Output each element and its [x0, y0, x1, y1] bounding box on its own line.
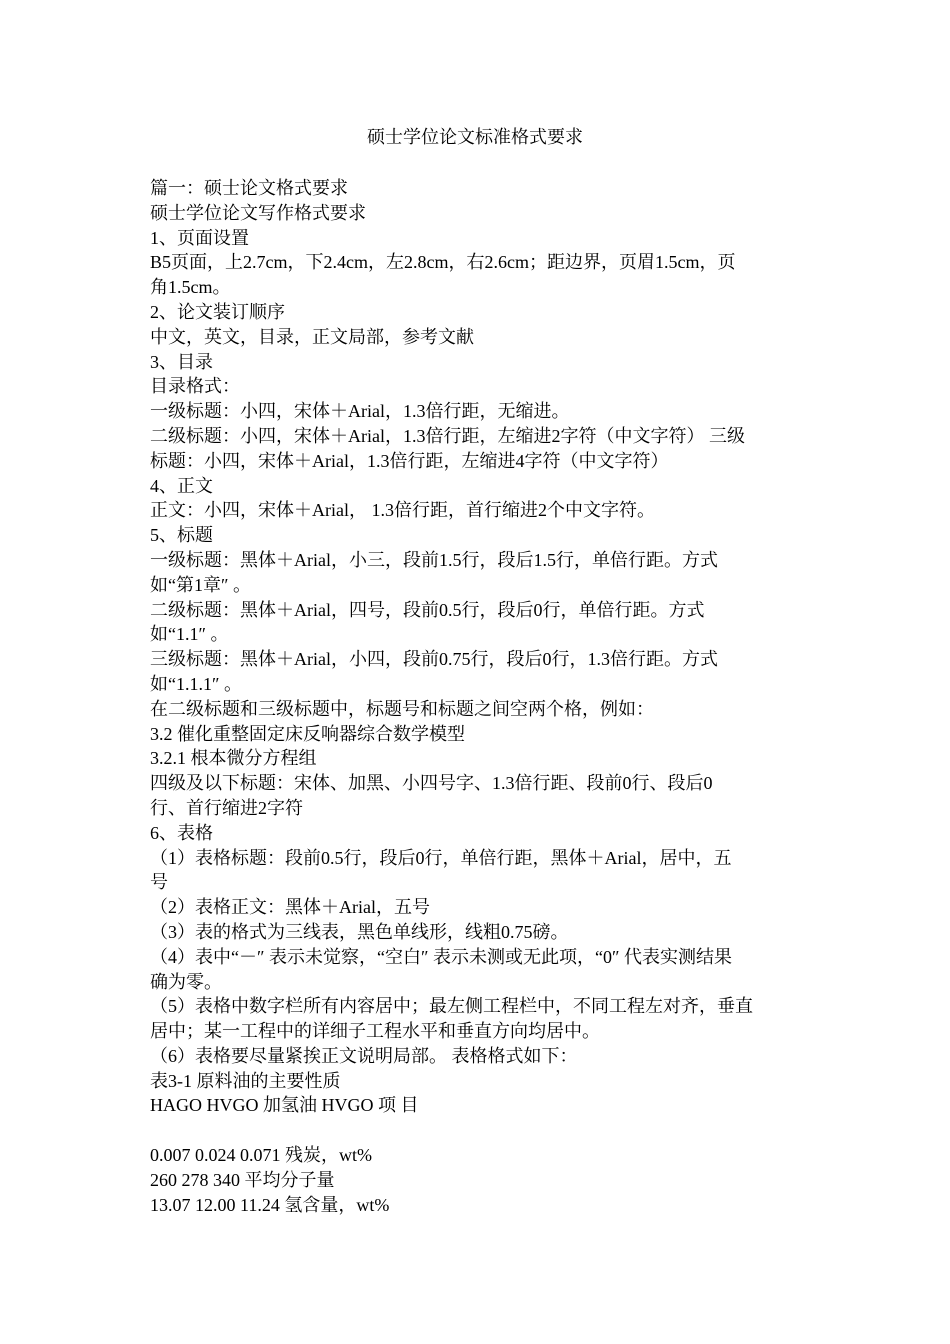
- document-title: 硕士学位论文标准格式要求: [367, 127, 583, 147]
- section-heading: 2、论文装订顺序: [150, 301, 285, 322]
- paragraph-line: 标题：小四，宋体＋Arial，1.3倍行距，左缩进4字符（中文字符）: [150, 450, 669, 471]
- table-caption: 表3-1 原料油的主要性质: [150, 1070, 341, 1091]
- paragraph-line: 一级标题：黑体＋Arial，小三，段前1.5行，段后1.5行，单倍行距。方式: [150, 549, 718, 570]
- paragraph-line: 三级标题：黑体＋Arial，小四，段前0.75行，段后0行，1.3倍行距。方式: [150, 649, 718, 670]
- section-heading: 6、表格: [150, 822, 213, 843]
- paragraph-line: 四级及以下标题：宋体、加黑、小四号字、1.3倍行距、段前0行、段后0: [150, 773, 713, 794]
- section-heading: 1、页面设置: [150, 227, 249, 248]
- paragraph-line: 目录格式：: [150, 376, 240, 397]
- paragraph-line: （2）表格正文：黑体＋Arial，五号: [150, 897, 430, 918]
- blank-line: [150, 1118, 802, 1143]
- paragraph-line: 中文，英文，目录，正文局部，参考文献: [150, 326, 474, 347]
- paragraph-line: 一级标题：小四，宋体＋Arial，1.3倍行距，无缩进。: [150, 401, 570, 422]
- paragraph-line: （6）表格要尽量紧挨正文说明局部。 表格格式如下：: [150, 1045, 578, 1066]
- paragraph-line: 居中；某一工程中的详细子工程水平和垂直方向均居中。: [150, 1021, 600, 1042]
- paragraph-line: 二级标题：小四，宋体＋Arial，1.3倍行距，左缩进2字符（中文字符） 三级: [150, 425, 745, 446]
- section-heading: 3、目录: [150, 351, 213, 372]
- paragraph-line: （1）表格标题：段前0.5行，段后0行，单倍行距，黑体＋Arial，居中，五: [150, 847, 732, 868]
- paragraph-line: 行、首行缩进2字符: [150, 797, 303, 818]
- paragraph-line: 号: [150, 872, 168, 893]
- paragraph-line: 如“第1章″ 。: [150, 574, 251, 595]
- paragraph-line: B5页面，上2.7cm，下2.4cm，左2.8cm，右2.6cm；距边界，页眉1.5cm，页: [150, 252, 736, 273]
- section-heading: 5、标题: [150, 525, 213, 546]
- paragraph-line: 硕士学位论文写作格式要求: [150, 202, 366, 223]
- section-heading: 4、正文: [150, 475, 213, 496]
- paragraph-line: 3.2.1 根本微分方程组: [150, 748, 317, 769]
- table-header-row: HAGO HVGO 加氢油 HVGO 项 目: [150, 1095, 419, 1116]
- table-row: 0.007 0.024 0.071 残炭，wt%: [150, 1145, 372, 1166]
- table-row: 260 278 340 平均分子量: [150, 1169, 335, 1190]
- paragraph-line: 二级标题：黑体＋Arial，四号，段前0.5行，段后0行，单倍行距。方式: [150, 599, 705, 620]
- paragraph-line: （3）表的格式为三线表，黑色单线形，线粗0.75磅。: [150, 921, 569, 942]
- paragraph-line: 在二级标题和三级标题中，标题号和标题之间空两个格，例如：: [150, 698, 654, 719]
- paragraph-line: 角1.5cm。: [150, 277, 231, 298]
- table-row: 13.07 12.00 11.24 氢含量，wt%: [150, 1194, 390, 1215]
- paragraph-line: 3.2 催化重整固定床反响器综合数学模型: [150, 723, 465, 744]
- paragraph-line: 篇一：硕士论文格式要求: [150, 178, 348, 198]
- paragraph-line: （5）表格中数字栏所有内容居中；最左侧工程栏中，不同工程左对齐，垂直: [150, 996, 753, 1017]
- paragraph-line: （4）表中“－″ 表示未觉察，“空白″ 表示未测或无此项，“0″ 代表实测结果: [150, 946, 732, 967]
- paragraph-line: 正文：小四，宋体＋Arial， 1.3倍行距，首行缩进2个中文字符。: [150, 500, 655, 521]
- paragraph-line: 如“1.1.1″ 。: [150, 673, 242, 694]
- document-body: [150, 176, 802, 1217]
- paragraph-line: 如“1.1″ 。: [150, 624, 229, 645]
- paragraph-line: 确为零。: [150, 971, 222, 992]
